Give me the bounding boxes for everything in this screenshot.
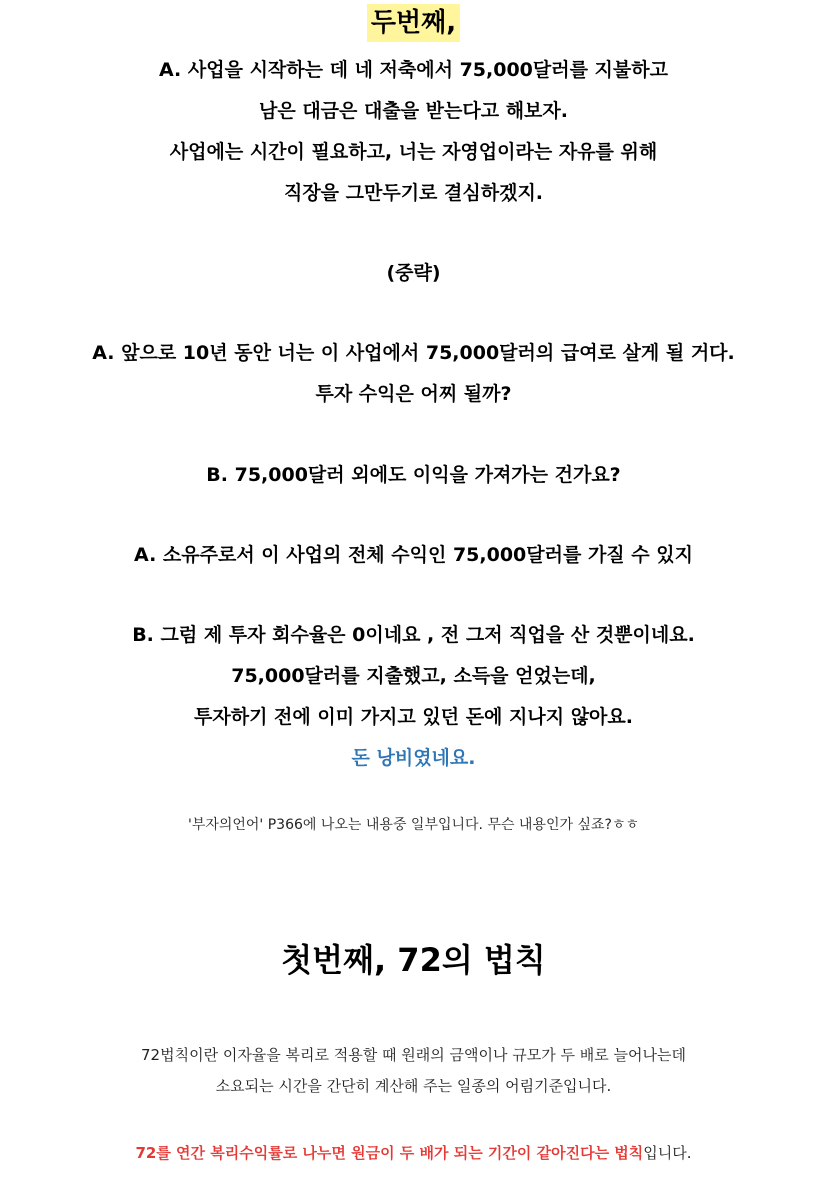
rule-description xyxy=(0,1040,827,1102)
rule-statement xyxy=(0,1138,827,1169)
dialogue-para-2 xyxy=(0,333,827,415)
rule-description-line: 72법칙이란 이자율을 복리로 적용할 때 원래의 금액이나 규모가 두 배로 늘어나는데 xyxy=(141,1046,686,1064)
section2-heading xyxy=(0,4,827,42)
dialogue-para-5 xyxy=(0,615,827,779)
dialogue-line: B. 그럼 제 투자 회수율은 0이네요 , 전 그저 직업을 산 것뿐이네요. xyxy=(132,624,695,646)
dialogue-line: A. 앞으로 10년 동안 너는 이 사업에서 75,000달러의 급여로 살게 될 거다. xyxy=(92,342,735,364)
source-note-text: '부자의언어' P366에 나오는 내용중 일부입니다. 무슨 내용인가 싶죠?ㅎㅎ xyxy=(187,817,640,833)
source-note xyxy=(0,815,827,835)
omitted-marker xyxy=(0,253,827,294)
dialogue-para-1 xyxy=(0,50,827,214)
rule-suffix-text: 입니다. xyxy=(643,1144,692,1162)
rule-highlight-text: 72를 연간 복리수익률로 나누면 원금이 두 배가 되는 기간이 같아진다는 법칙 xyxy=(135,1144,644,1162)
dialogue-line: 직장을 그만두기로 결심하겠지. xyxy=(283,182,544,204)
rule-statement-line xyxy=(0,1138,827,1169)
dialogue-line: A. 소유주로서 이 사업의 전체 수익인 75,000달러를 가질 수 있지 xyxy=(134,544,693,566)
omitted-text: (중략) xyxy=(386,262,441,284)
dialogue-line: B. 75,000달러 외에도 이익을 가져가는 건가요? xyxy=(206,464,621,486)
rule-description-line: 소요되는 시간을 간단히 계산해 주는 일종의 어림기준입니다. xyxy=(215,1077,612,1095)
dialogue-line: 남은 대금은 대출을 받는다고 해보자. xyxy=(259,100,568,122)
dialogue-line: 투자 수익은 어찌 될까? xyxy=(315,383,512,405)
dialogue-line: 투자하기 전에 이미 가지고 있던 돈에 지나지 않아요. xyxy=(194,706,633,728)
section1-title-text: 첫번째, 72의 법칙 xyxy=(281,941,546,979)
dialogue-line: 사업에는 시간이 필요하고, 너는 자영업이라는 자유를 위해 xyxy=(169,141,658,163)
section2-heading-text: 두번째, xyxy=(367,4,460,42)
dialogue-line: A. 사업을 시작하는 데 네 저축에서 75,000달러를 지불하고 xyxy=(159,59,668,81)
dialogue-para-4 xyxy=(0,535,827,576)
dialogue-line: 75,000달러를 지출했고, 소득을 얻었는데, xyxy=(231,665,596,687)
conclusion-text: 돈 낭비였네요. xyxy=(351,747,476,769)
dialogue-para-3 xyxy=(0,455,827,496)
section1-title xyxy=(0,938,827,982)
